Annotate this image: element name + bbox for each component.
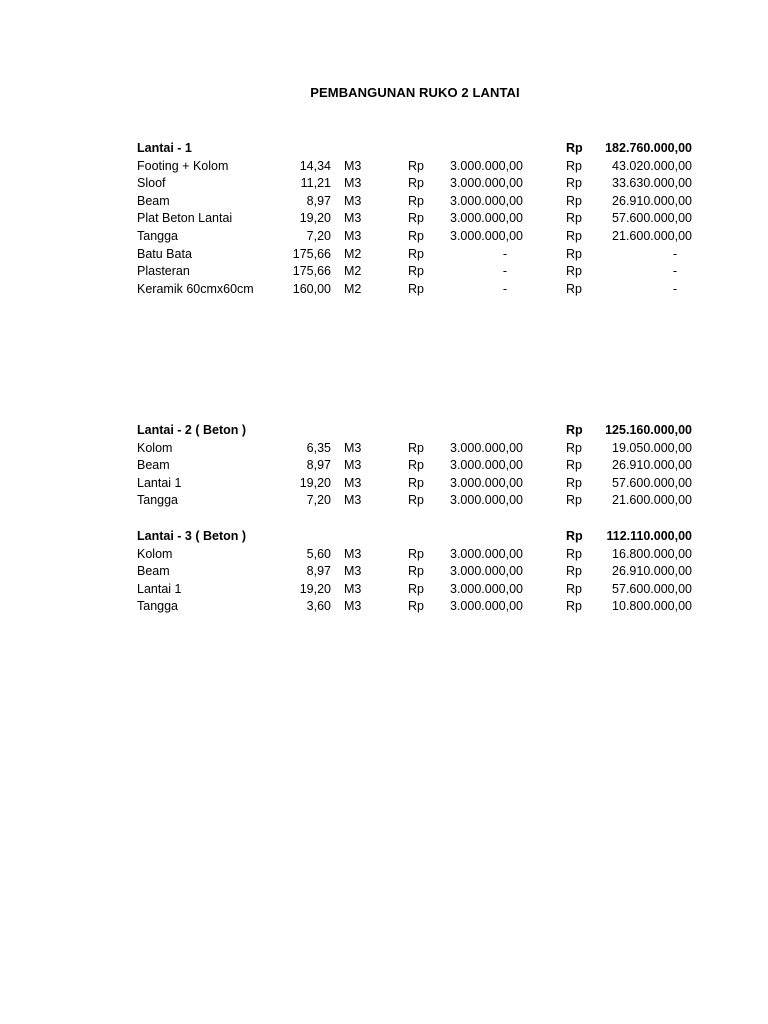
currency-label: Rp — [566, 158, 582, 173]
item-quantity: 175,66 — [292, 264, 331, 279]
item-total: 57.600.000,00 — [612, 211, 692, 226]
section-total: 125.160.000,00 — [605, 423, 692, 437]
item-total: 21.600.000,00 — [612, 493, 692, 508]
table-row — [0, 174, 768, 192]
currency-label: Rp — [566, 246, 582, 261]
currency-label: Rp — [408, 493, 424, 508]
item-unit: M3 — [344, 599, 362, 614]
item-name: Lantai 1 — [137, 581, 182, 596]
table-row — [0, 245, 768, 263]
item-quantity: 175,66 — [292, 246, 331, 261]
item-unit-price: 3.000.000,00 — [450, 211, 523, 226]
currency-label: Rp — [408, 281, 424, 296]
item-name: Plasteran — [137, 264, 190, 279]
currency-label: Rp — [566, 546, 582, 561]
item-unit: M3 — [344, 158, 362, 173]
item-unit-price: 3.000.000,00 — [450, 229, 523, 243]
item-total: 16.800.000,00 — [612, 546, 692, 561]
item-unit-price: 3.000.000,00 — [450, 458, 523, 473]
table-row — [0, 580, 768, 598]
item-total: 10.800.000,00 — [612, 599, 692, 614]
currency-label: Rp — [408, 176, 424, 191]
item-unit: M3 — [344, 475, 362, 490]
item-quantity: 19,20 — [299, 581, 331, 596]
item-unit: M3 — [344, 193, 362, 208]
item-total: - — [672, 246, 677, 261]
currency-label: Rp — [566, 493, 582, 508]
item-unit-price: 3.000.000,00 — [450, 193, 523, 208]
item-unit-price: 3.000.000,00 — [450, 493, 523, 508]
item-unit-price: 3.000.000,00 — [450, 158, 523, 173]
item-quantity: 11,21 — [300, 176, 331, 191]
section-total: 112.110.000,00 — [606, 529, 692, 543]
item-unit-price: - — [502, 264, 507, 279]
currency-label: Rp — [408, 581, 424, 596]
item-quantity: 19,20 — [299, 475, 331, 490]
currency-label: Rp — [566, 176, 582, 191]
document-title: PEMBANGUNAN RUKO 2 LANTAI — [310, 85, 520, 100]
currency-label: Rp — [408, 475, 424, 490]
table-row — [0, 491, 768, 509]
currency-label: Rp — [408, 599, 424, 614]
item-quantity: 7,20 — [306, 229, 331, 243]
item-unit-price: - — [502, 281, 507, 296]
section-header — [0, 139, 768, 157]
item-quantity: 8,97 — [306, 458, 331, 473]
item-total: 21.600.000,00 — [612, 229, 692, 243]
item-total: - — [672, 264, 677, 279]
currency-label: Rp — [566, 141, 583, 155]
item-name: Beam — [137, 193, 170, 208]
currency-label: Rp — [408, 229, 424, 243]
currency-label: Rp — [566, 581, 582, 596]
item-unit-price: 3.000.000,00 — [450, 546, 523, 561]
currency-label: Rp — [566, 458, 582, 473]
item-unit: M3 — [344, 564, 362, 579]
currency-label: Rp — [566, 599, 582, 614]
item-unit: M3 — [344, 229, 362, 243]
item-name: Beam — [137, 458, 170, 473]
item-unit: M2 — [344, 264, 362, 279]
item-quantity: 8,97 — [306, 564, 331, 579]
table-row — [0, 597, 768, 615]
currency-label: Rp — [408, 440, 424, 455]
currency-label: Rp — [408, 546, 424, 561]
item-name: Plat Beton Lantai — [137, 211, 233, 226]
currency-label: Rp — [408, 193, 424, 208]
item-name: Sloof — [137, 176, 166, 191]
currency-label: Rp — [566, 193, 582, 208]
item-name: Tangga — [137, 493, 179, 508]
table-row — [0, 192, 768, 210]
item-total: 43.020.000,00 — [612, 158, 692, 173]
section-total: 182.760.000,00 — [605, 141, 692, 155]
item-quantity: 14,34 — [299, 158, 331, 173]
item-name: Tangga — [137, 599, 179, 614]
item-quantity: 5,60 — [306, 546, 331, 561]
item-quantity: 3,60 — [306, 599, 331, 614]
item-total: 19.050.000,00 — [612, 440, 692, 455]
item-name: Beam — [137, 564, 170, 579]
item-quantity: 6,35 — [306, 440, 331, 455]
item-unit-price: 3.000.000,00 — [450, 176, 523, 191]
item-total: 26.910.000,00 — [612, 193, 692, 208]
item-unit-price: - — [502, 246, 507, 261]
item-unit-price: 3.000.000,00 — [450, 440, 523, 455]
currency-label: Rp — [408, 246, 424, 261]
item-unit-price: 3.000.000,00 — [450, 581, 523, 596]
item-quantity: 160,00 — [292, 281, 331, 296]
item-name: Tangga — [137, 229, 179, 243]
item-unit: M3 — [344, 176, 362, 191]
item-name: Kolom — [137, 546, 173, 561]
table-row — [0, 280, 768, 298]
table-row — [0, 262, 768, 280]
item-name: Keramik 60cmx60cm — [137, 281, 254, 296]
section-header — [0, 421, 768, 439]
section-name: Lantai - 1 — [137, 141, 192, 155]
section-header — [0, 527, 768, 545]
item-unit: M3 — [344, 493, 362, 508]
currency-label: Rp — [566, 564, 582, 579]
table-row — [0, 157, 768, 175]
item-name: Footing + Kolom — [137, 158, 229, 173]
table-row — [0, 439, 768, 457]
table-row — [0, 474, 768, 492]
item-name: Lantai 1 — [137, 475, 182, 490]
currency-label: Rp — [408, 458, 424, 473]
item-unit: M3 — [344, 458, 362, 473]
item-unit: M3 — [344, 581, 362, 596]
currency-label: Rp — [566, 423, 583, 437]
item-total: 33.630.000,00 — [612, 176, 692, 191]
table-row — [0, 209, 768, 227]
item-name: Kolom — [137, 440, 173, 455]
item-unit: M3 — [344, 211, 362, 226]
item-total: 57.600.000,00 — [612, 581, 692, 596]
item-unit: M3 — [344, 546, 362, 561]
currency-label: Rp — [566, 264, 582, 279]
item-total: 26.910.000,00 — [612, 564, 692, 579]
item-total: 26.910.000,00 — [612, 458, 692, 473]
section-name: Lantai - 3 ( Beton ) — [137, 529, 247, 543]
currency-label: Rp — [408, 564, 424, 579]
currency-label: Rp — [566, 211, 582, 226]
currency-label: Rp — [566, 281, 582, 296]
currency-label: Rp — [408, 264, 424, 279]
currency-label: Rp — [566, 229, 582, 243]
currency-label: Rp — [566, 529, 583, 543]
item-unit: M2 — [344, 281, 362, 296]
table-row — [0, 545, 768, 563]
currency-label: Rp — [408, 211, 424, 226]
item-unit: M2 — [344, 246, 362, 261]
section-name: Lantai - 2 ( Beton ) — [137, 423, 247, 437]
item-name: Batu Bata — [137, 246, 192, 261]
table-row — [0, 562, 768, 580]
item-total: - — [672, 281, 677, 296]
item-quantity: 7,20 — [306, 493, 331, 508]
item-unit-price: 3.000.000,00 — [450, 564, 523, 579]
item-unit: M3 — [344, 440, 362, 455]
currency-label: Rp — [408, 158, 424, 173]
item-unit-price: 3.000.000,00 — [450, 599, 523, 614]
item-total: 57.600.000,00 — [612, 475, 692, 490]
item-unit-price: 3.000.000,00 — [450, 475, 523, 490]
item-quantity: 19,20 — [299, 211, 331, 226]
table-row — [0, 456, 768, 474]
currency-label: Rp — [566, 440, 582, 455]
item-quantity: 8,97 — [306, 193, 331, 208]
table-row — [0, 227, 768, 245]
currency-label: Rp — [566, 475, 582, 490]
